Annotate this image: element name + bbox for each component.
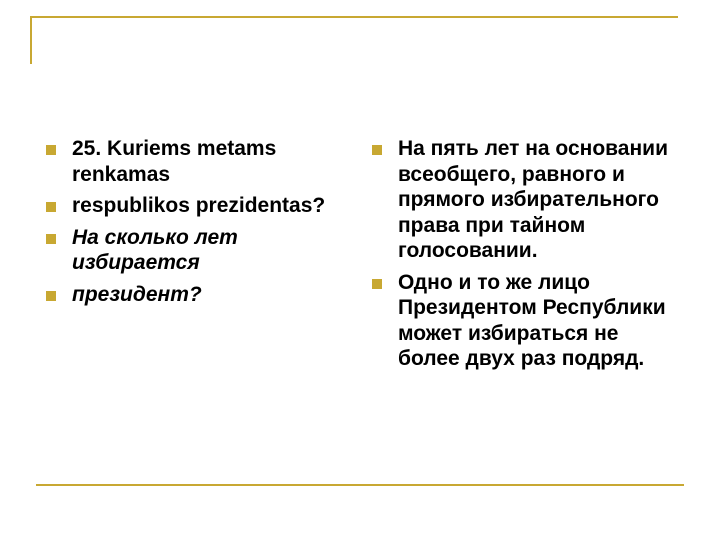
bullet-square-icon <box>46 234 56 244</box>
question-lithuanian-line-1: 25. Kuriems metams renkamas <box>72 137 277 186</box>
bullet-square-icon <box>46 291 56 301</box>
list-item <box>46 193 346 219</box>
bullet-square-icon <box>46 202 56 212</box>
list-item <box>46 225 346 276</box>
left-bullet-list <box>46 136 346 313</box>
bottom-horizontal-rule <box>36 484 684 486</box>
top-horizontal-rule <box>30 16 678 18</box>
question-russian-line-2: президент? <box>72 282 202 306</box>
bullet-square-icon <box>372 279 382 289</box>
bullet-square-icon <box>372 145 382 155</box>
list-item <box>372 136 682 264</box>
right-bullet-list <box>372 136 682 378</box>
bullet-square-icon <box>46 145 56 155</box>
top-vertical-rule <box>30 16 32 64</box>
list-item <box>46 282 346 308</box>
answer-paragraph-2: Одно и то же лицо Президентом Республики может избираться не более двух раз подряд. <box>398 270 666 370</box>
answer-paragraph-1: На пять лет на основании всеобщего, равного и прямого избирательного права при тайном голосовании. <box>398 137 668 262</box>
list-item <box>46 136 346 187</box>
list-item <box>372 270 682 372</box>
question-lithuanian-line-2: respublikos prezidentas? <box>72 194 326 217</box>
question-russian-line-1: На сколько лет избирается <box>72 225 238 274</box>
